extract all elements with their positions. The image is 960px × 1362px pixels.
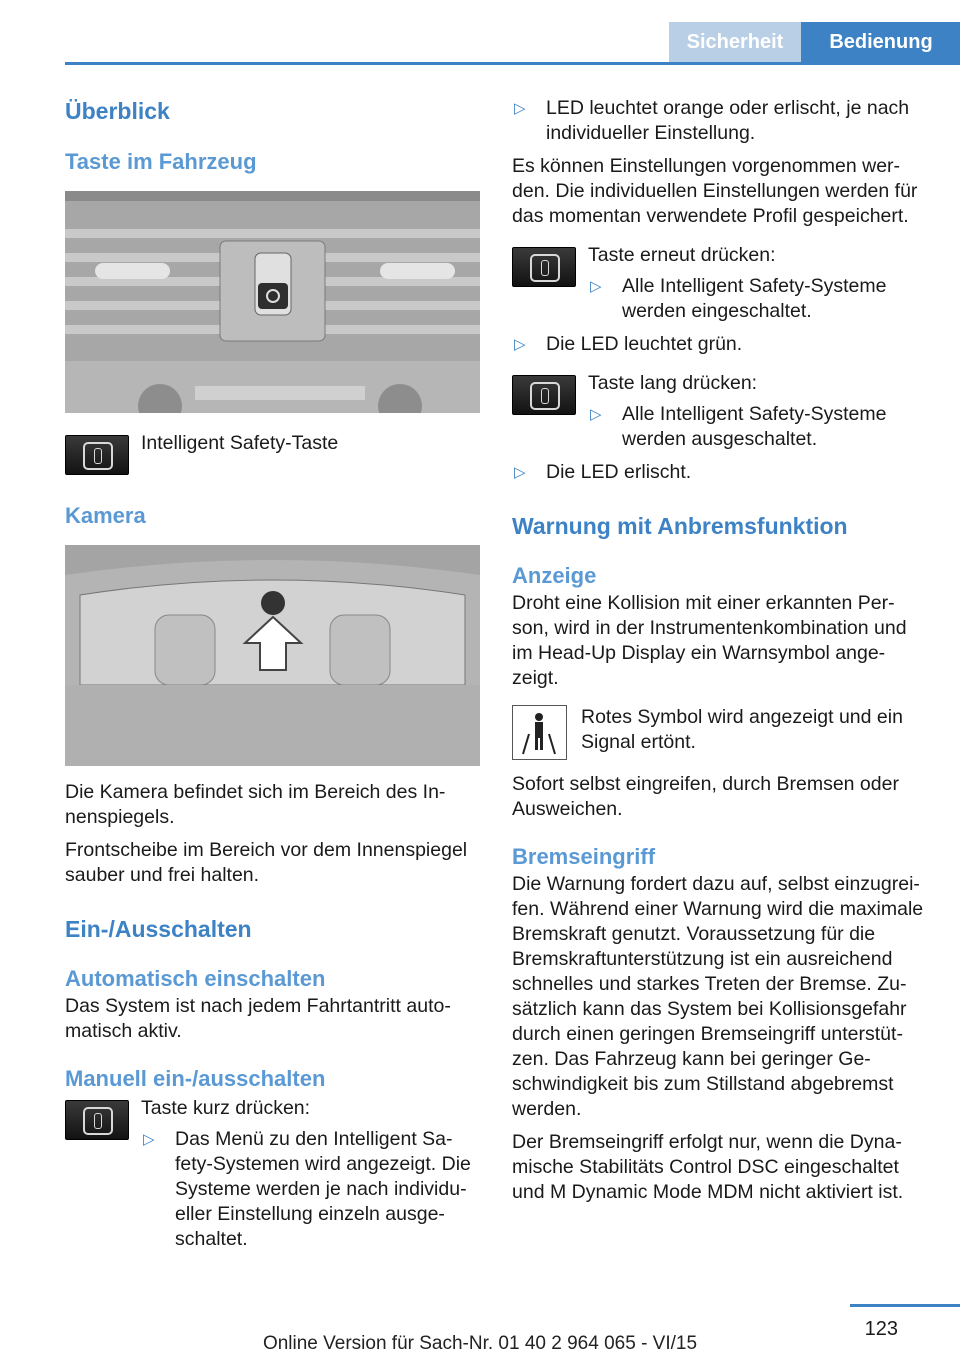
heading-kamera: Kamera [65, 503, 146, 528]
list-item: ▷ Die LED erlischt. [512, 460, 928, 485]
heading-anzeige: Anzeige [512, 563, 597, 588]
camera-location-image [65, 545, 480, 766]
tab-bedienung[interactable]: Bedienung [801, 22, 960, 62]
heading-warnung-anbremsfunktion: Warnung mit Anbremsfunktion [512, 513, 848, 539]
kurz-druecken-block [65, 1096, 480, 1252]
sofort-paragraph: Sofort selbst eingreifen, durch Bremsen oder Ausweichen. [512, 773, 899, 820]
intelligent-safety-button-icon [65, 435, 129, 475]
taste-caption-row [65, 431, 480, 475]
heading-bremseingriff: Bremseingriff [512, 844, 656, 869]
symbol-text: Rotes Symbol wird angezeigt und ein Signal ertönt. [581, 706, 903, 753]
intelligent-safety-button-icon [65, 1100, 129, 1140]
page-number-rule [850, 1304, 960, 1307]
console-button-image [65, 191, 480, 413]
list-item: ▷ Die LED leuchtet grün. [512, 332, 928, 357]
heading-automatisch-einschalten: Automatisch einschalten [65, 966, 326, 991]
pedestrian-warning-icon [512, 705, 567, 760]
page-number: 123 [864, 1318, 898, 1340]
list-item: ▷ LED leuchtet orange oder erlischt, je nach individueller Einstellung. [512, 96, 928, 146]
anzeige-paragraph: Droht eine Kollision mit einer erkannten Per-son, wird in der Instrumentenkombination und im Head-Up Display ein Warnsymbol ange-zeigt. [512, 592, 907, 689]
bremseingriff-paragraph-1: Die Warnung fordert dazu auf, selbst einzugrei-fen. Während einer Warnung wird die maximale Bremskraft genutzt. Voraussetzung für die Bremskraftunterstützung ist ein ausreichend schnelles und starkes Treten der Bremse. Zu-sätzlich kann das System bei Kollisionsgefahr durch einen geringen Bremseingriff unterstüt-zen. Das Fahrzeug kann bei geringer Ge-schwindigkeit bis zum Stillstand abgebremst werden. [512, 873, 924, 1120]
tab-sicherheit[interactable]: Sicherheit [669, 22, 801, 62]
symbol-block [512, 705, 928, 760]
kamera-paragraph-1: Die Kamera befindet sich im Bereich des In-nenspiegels. [65, 781, 446, 828]
online-version-footer: Online Version für Sach-Nr. 01 40 2 964 065 - VI/15 [262, 1333, 698, 1354]
auto-paragraph: Das System ist nach jedem Fahrtantritt auto-matisch aktiv. [65, 995, 451, 1042]
right-column [512, 96, 928, 1205]
intelligent-safety-button-icon [512, 375, 576, 415]
einstellungen-paragraph: Es können Einstellungen vorgenommen wer-den. Die individuellen Einstellungen werden für das momentan verwendete Profil gespeichert. [512, 155, 918, 227]
taste-caption: Intelligent Safety-Taste [141, 432, 339, 454]
lang-druecken-label: Taste lang drücken: [588, 372, 758, 394]
lang-druecken-block [512, 371, 928, 452]
heading-manuell: Manuell ein-/ausschalten [65, 1066, 326, 1091]
list-item: ▷ Alle Intelligent Safety-Systeme werden eingeschaltet. [588, 274, 928, 324]
kurz-druecken-label: Taste kurz drücken: [141, 1097, 311, 1119]
list-item: ▷ Das Menü zu den Intelligent Sa-fety-Systemen wird angezeigt. Die Systeme werden je nach individu-eller Einstellung einzeln ausge-schaltet. [141, 1127, 480, 1252]
erneut-druecken-label: Taste erneut drücken: [588, 244, 776, 266]
heading-ein-ausschalten: Ein-/Ausschalten [65, 916, 252, 942]
left-column [65, 96, 480, 1252]
erneut-druecken-block [512, 243, 928, 324]
heading-taste-im-fahrzeug: Taste im Fahrzeug [65, 149, 257, 174]
heading-ueberblick: Überblick [65, 98, 170, 124]
kamera-paragraph-2: Frontscheibe im Bereich vor dem Innenspiegel sauber und frei halten. [65, 839, 468, 886]
bremseingriff-paragraph-2: Der Bremseingriff erfolgt nur, wenn die Dyna-mische Stabilitäts Control DSC eingeschaltet und M Dynamic Mode MDM nicht aktiviert ist. [512, 1131, 904, 1203]
page-header [65, 0, 960, 65]
intelligent-safety-button-icon [512, 247, 576, 287]
list-item: ▷ Alle Intelligent Safety-Systeme werden ausgeschaltet. [588, 402, 928, 452]
